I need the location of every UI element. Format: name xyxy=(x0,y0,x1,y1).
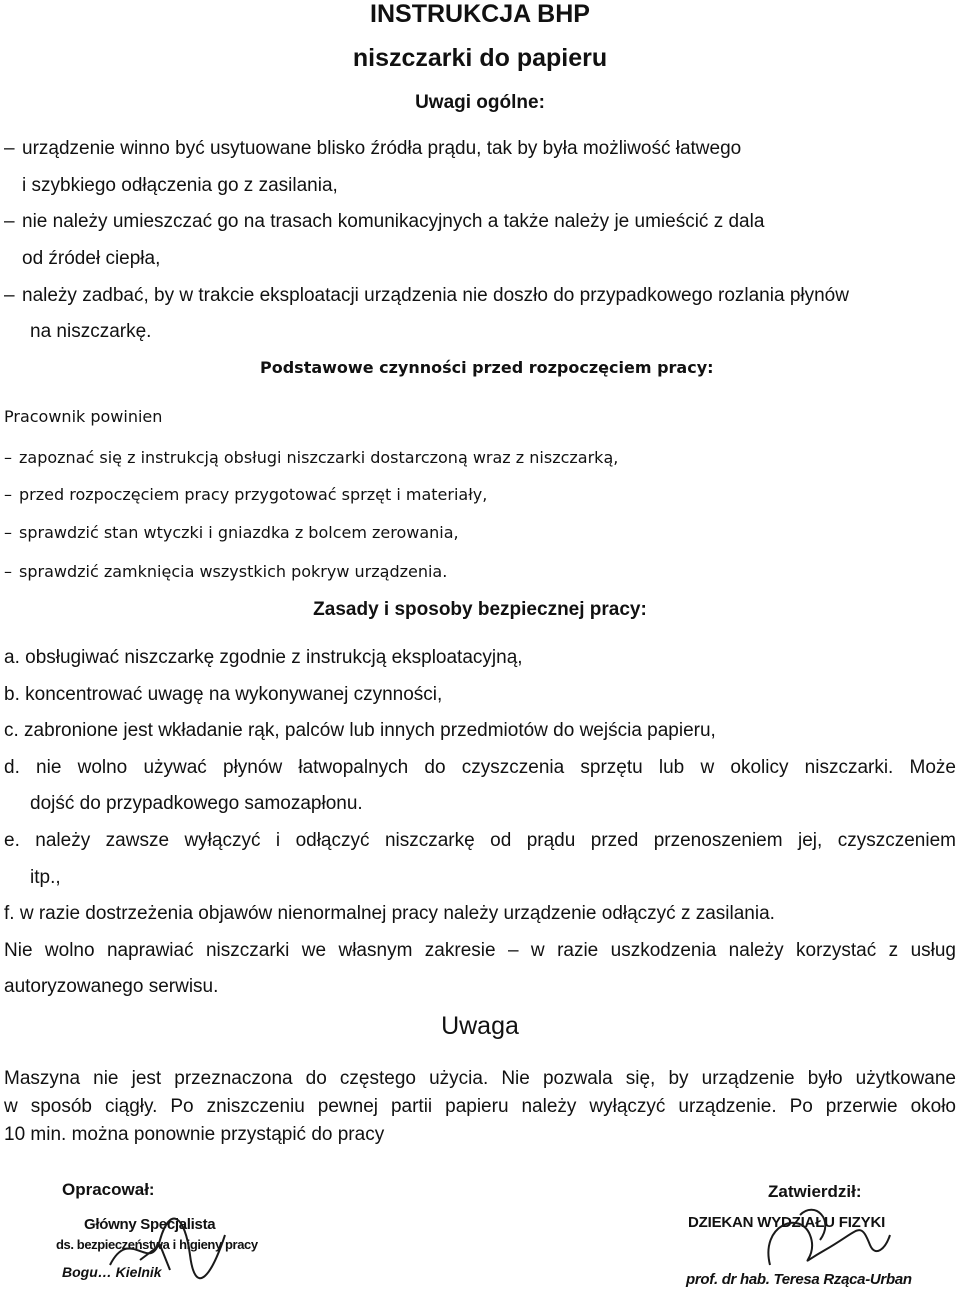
general-item-1-line1: urządzenie winno być usytuowane blisko źródła prądu, tak by była możliwość łatwego xyxy=(22,138,742,159)
prepared-by-label: Opracował: xyxy=(62,1180,155,1199)
repair-line1: Nie wolno naprawiać niszczarki we własnym zakresie – w razie uszkodzenia należy korzystać z usług xyxy=(4,940,956,961)
left-signatory-title1: Główny Specjalista xyxy=(84,1216,216,1233)
basic-item-1-dash: – xyxy=(4,448,12,467)
general-item-1-dash: – xyxy=(4,138,15,159)
rule-e-line1: e. należy zawsze wyłączyć i odłączyć niszczarkę od prądu przed przenoszeniem jej, czyszczeniem xyxy=(4,830,956,851)
left-handwritten-signature xyxy=(100,1205,240,1295)
right-signatory-title: DZIEKAN WYDZIAŁU FIZYKI xyxy=(688,1214,886,1231)
right-signatory-name: prof. dr hab. Teresa Rząca-Urban xyxy=(686,1271,912,1288)
document-title: INSTRUKCJA BHP xyxy=(370,0,590,28)
rules-heading: Zasady i sposoby bezpiecznej pracy: xyxy=(313,599,647,620)
right-handwritten-signature xyxy=(740,1195,900,1280)
left-signatory-title2: ds. bezpieczeństwa i higieny pracy xyxy=(56,1237,258,1252)
repair-line2: autoryzowanego serwisu. xyxy=(4,976,219,997)
rule-e-line2: itp., xyxy=(30,867,61,888)
note-line3: 10 min. można ponownie przystąpić do pracy xyxy=(4,1124,385,1145)
general-item-2-line2: od źródeł ciepła, xyxy=(22,248,161,269)
general-heading: Uwagi ogólne: xyxy=(415,92,545,113)
basic-intro: Pracownik powinien xyxy=(4,407,163,426)
basic-item-3-dash: – xyxy=(4,523,12,542)
basic-item-3: sprawdzić stan wtyczki i gniazdka z bolcem zerowania, xyxy=(19,523,459,542)
left-signatory-name: Bogu… Kielnik xyxy=(62,1264,162,1280)
rule-f: f. w razie dostrzeżenia objawów nienormalnej pracy należy urządzenie odłączyć z zasilania. xyxy=(4,903,775,924)
document-subtitle: niszczarki do papieru xyxy=(352,44,608,72)
rule-d-line2: dojść do przypadkowego samozapłonu. xyxy=(30,793,363,814)
basic-heading: Podstawowe czynności przed rozpoczęciem pracy: xyxy=(260,358,714,377)
rule-c: c. zabronione jest wkładanie rąk, palców lub innych przedmiotów do wejścia papieru, xyxy=(4,720,716,741)
general-item-3-line1: należy zadbać, by w trakcie eksploatacji urządzenia nie doszło do przypadkowego rozlania płynów xyxy=(22,285,849,306)
rule-d-line1: d. nie wolno używać płynów łatwopalnych do czyszczenia sprzętu lub w okolicy niszczarki. Może xyxy=(4,757,956,778)
general-item-2-dash: – xyxy=(4,211,15,232)
note-heading: Uwaga xyxy=(441,1012,519,1040)
basic-item-4: sprawdzić zamknięcia wszystkich pokryw urządzenia. xyxy=(19,562,448,581)
rule-b: b. koncentrować uwagę na wykonywanej czynności, xyxy=(4,684,443,705)
general-item-1-line2: i szybkiego odłączenia go z zasilania, xyxy=(22,175,338,196)
general-item-3-dash: – xyxy=(4,285,15,306)
basic-item-2: przed rozpoczęciem pracy przygotować sprzęt i materiały, xyxy=(19,485,488,504)
basic-item-4-dash: – xyxy=(4,562,12,581)
rule-a: a. obsługiwać niszczarkę zgodnie z instrukcją eksploatacyjną, xyxy=(4,647,523,668)
general-item-3-line2: na niszczarkę. xyxy=(30,321,152,342)
basic-item-1: zapoznać się z instrukcją obsługi niszczarki dostarczoną wraz z niszczarką, xyxy=(19,448,619,467)
basic-item-2-dash: – xyxy=(4,485,12,504)
approved-by-label: Zatwierdził: xyxy=(768,1182,862,1201)
note-line2: w sposób ciągły. Po zniszczeniu pewnej partii papieru należy wyłączyć urządzenie. Po przerwie około xyxy=(4,1096,956,1117)
note-line1: Maszyna nie jest przeznaczona do częstego użycia. Nie pozwala się, by urządzenie było użytkowane xyxy=(4,1068,956,1089)
general-item-2-line1: nie należy umieszczać go na trasach komunikacyjnych a także należy je umieścić z dala xyxy=(22,211,765,232)
